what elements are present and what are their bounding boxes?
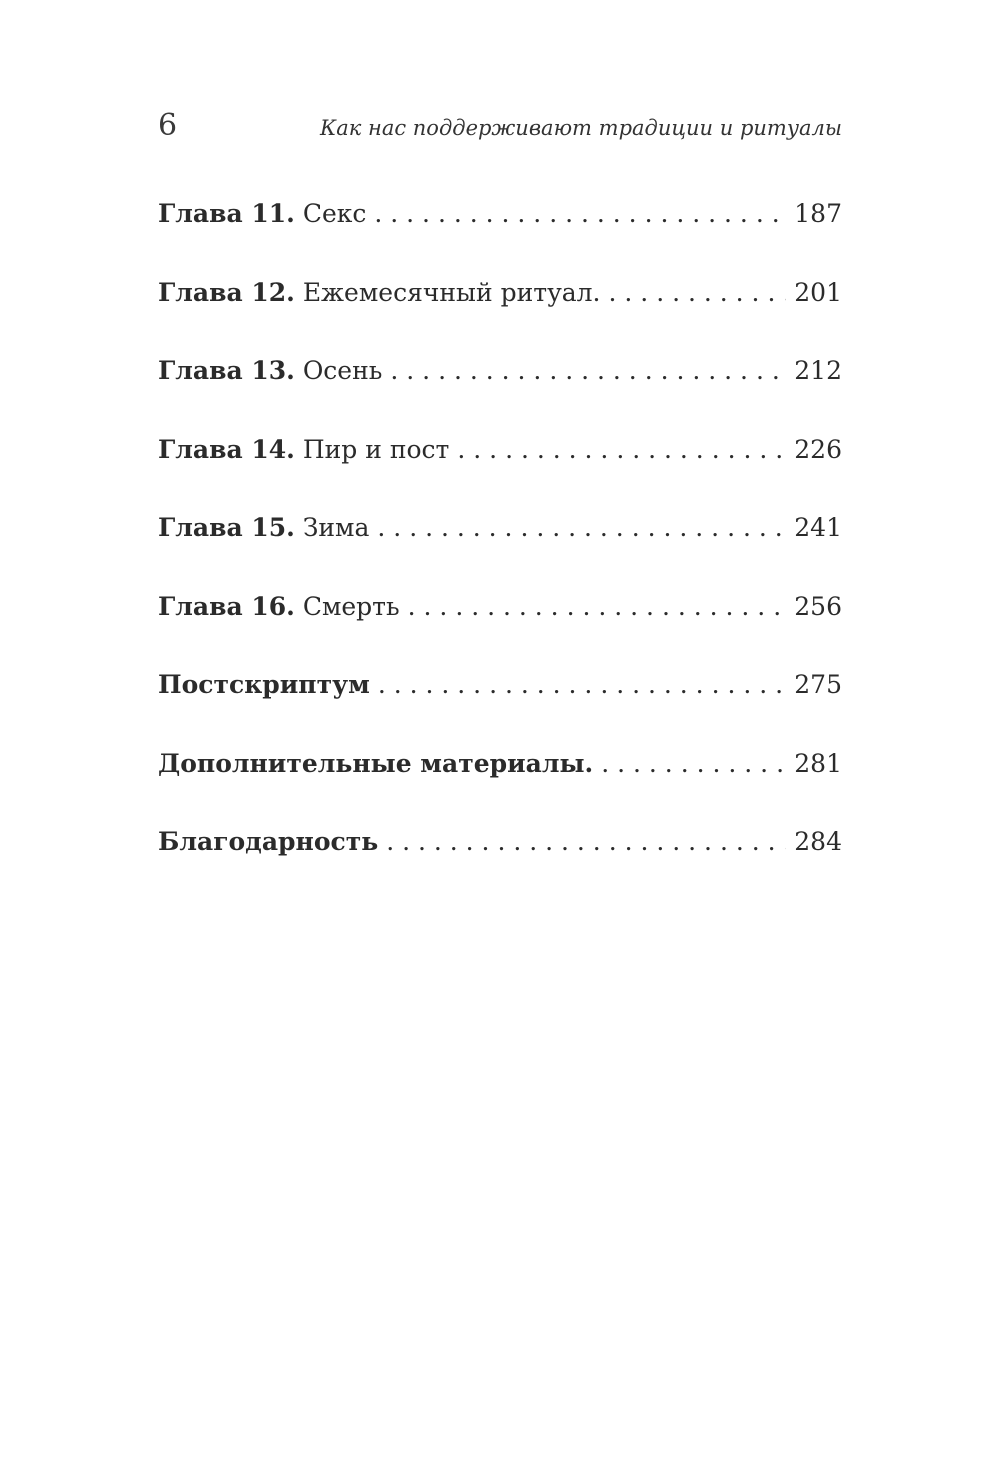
toc-page-number: 256 (794, 591, 842, 621)
dot-leader (386, 820, 786, 864)
toc-label (158, 349, 382, 393)
toc-title: Благодарность (158, 827, 379, 856)
toc-page-number: 226 (794, 434, 842, 464)
toc-chapter-prefix: Глава 13. (158, 356, 295, 385)
toc-entry-acknowledgements[interactable] (158, 820, 842, 899)
toc-page-number: 201 (794, 277, 842, 307)
toc-label (158, 585, 400, 629)
toc-page-number: 275 (794, 670, 842, 699)
toc-label (158, 506, 369, 550)
toc-entry-chapter-13[interactable] (158, 349, 842, 428)
toc-entry-chapter-12[interactable] (158, 271, 842, 350)
running-head: Как нас поддерживают традиции и ритуалы (320, 116, 842, 140)
dot-leader (601, 742, 786, 786)
toc-title: Дополнительные материалы. (158, 748, 594, 778)
toc-label (158, 820, 378, 864)
dot-leader (457, 428, 786, 472)
toc-page-number: 212 (794, 356, 842, 385)
toc-page-number: 281 (794, 748, 842, 778)
toc-entry-chapter-16[interactable] (158, 585, 842, 664)
toc-title: Смерть (302, 591, 400, 621)
toc-page-number: 241 (794, 513, 842, 542)
toc-label (158, 742, 593, 786)
dot-leader (374, 192, 786, 236)
dot-leader (609, 271, 787, 315)
dot-leader (390, 349, 786, 393)
page-number: 6 (158, 108, 178, 143)
toc-title: Осень (302, 356, 383, 385)
toc-entry-chapter-11[interactable] (158, 192, 842, 271)
dot-leader (408, 585, 787, 629)
toc-entry-postscript[interactable] (158, 663, 842, 742)
toc-entry-chapter-15[interactable] (158, 506, 842, 585)
toc-label (158, 192, 366, 236)
toc-page-number: 187 (794, 199, 842, 228)
toc-label (158, 428, 449, 472)
toc-chapter-prefix: Глава 16. (158, 591, 295, 621)
toc-chapter-prefix: Глава 12. (158, 277, 295, 307)
toc-entry-chapter-14[interactable] (158, 428, 842, 507)
toc-title: Постскриптум (158, 670, 370, 699)
toc-page-number: 284 (794, 827, 842, 856)
toc-title: Пир и пост (302, 434, 450, 464)
toc-label (158, 663, 370, 707)
table-of-contents (158, 192, 842, 899)
toc-chapter-prefix: Глава 14. (158, 434, 295, 464)
dot-leader (377, 506, 786, 550)
dot-leader (378, 663, 786, 707)
toc-title: Зима (302, 513, 370, 542)
toc-title: Секс (302, 199, 367, 228)
toc-title: Ежемесячный ритуал. (302, 277, 601, 307)
toc-chapter-prefix: Глава 11. (158, 199, 295, 228)
toc-chapter-prefix: Глава 15. (158, 513, 295, 542)
toc-label (158, 271, 601, 315)
toc-entry-additional-materials[interactable] (158, 742, 842, 821)
